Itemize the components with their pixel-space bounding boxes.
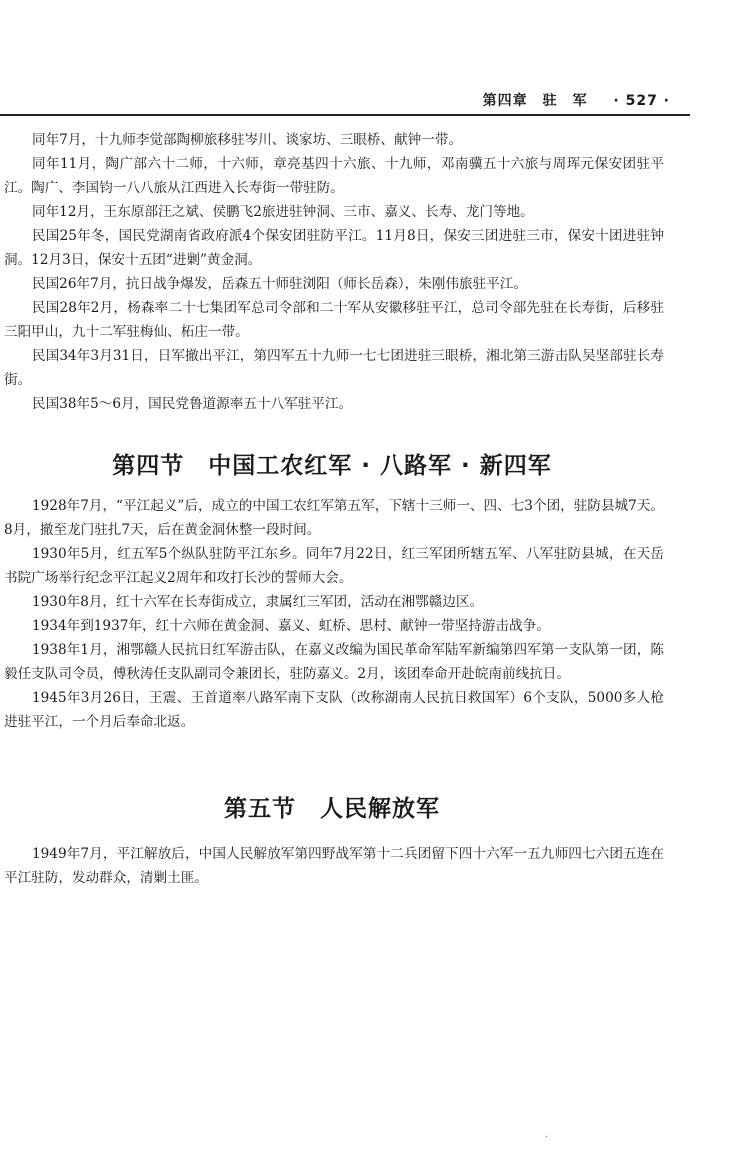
paragraph: 1930年5月，红五军5个纵队驻防平江东乡。同年7月22日，红三军团所辖五军、八军驻防县城，在天岳书院广场举行纪念平江起义2周年和攻打长沙的誓师大会。 (4, 546, 664, 586)
scan-speck: · (545, 1132, 549, 1143)
page-number: · 527 · (613, 93, 670, 109)
paragraph: 1928年7月，“平江起义”后，成立的中国工农红军第五军，下辖十三师一、四、七3个团，驻防县城7天。8月，撤至龙门驻扎7天，后在黄金洞休整一段时间。 (4, 498, 664, 538)
section-5 (0, 790, 750, 823)
paragraph: 民国38年5～6月，国民党鲁道源率五十八军驻平江。 (32, 396, 353, 412)
paragraph: 1938年1月，湘鄂赣人民抗日红军游击队，在嘉义改编为国民革命军陆军新编第四军第一支队第一团，陈毅任支队司令员，傅秋涛任支队副司令兼团长，驻防嘉义。2月，该团奉命开赴皖南前线抗日。 (4, 642, 664, 682)
running-header (0, 84, 750, 114)
section-4-title: 第四节 中国工农红军 · 八路军 · 新四军 (112, 453, 552, 479)
header-rule (0, 114, 690, 116)
paragraph: 民国28年2月，杨森率二十七集团军总司令部和二十军从安徽移驻平江，总司令部先驻在长寿街，后移驻三阳甲山，九十二军驻梅仙、柘庄一带。 (4, 300, 664, 340)
section-4 (0, 447, 750, 480)
section-5-title: 第五节 人民解放军 (224, 796, 440, 822)
header-text (483, 90, 670, 110)
intro-block (0, 128, 750, 416)
section-4-body (0, 494, 750, 734)
paragraph: 同年7月，十九师李觉部陶柳旅移驻岑川、谈家坊、三眼桥、献钟一带。 (32, 132, 463, 148)
paragraph: 1949年7月，平江解放后，中国人民解放军第四野战军第十二兵团留下四十六军一五九师四七六团五连在平江驻防，发动群众，清剿土匪。 (4, 846, 664, 886)
paragraph: 民国25年冬，国民党湖南省政府派4个保安团驻防平江。11月8日，保安三团进驻三市，保安十团进驻钟洞。12月3日，保安十五团“进剿”黄金洞。 (4, 228, 664, 268)
paragraph: 1930年8月，红十六军在长寿街成立，隶属红三军团，活动在湘鄂赣边区。 (32, 594, 484, 610)
paragraph: 同年12月，王东原部汪之斌、侯鹏飞2旅进驻钟洞、三市、嘉义、长寿、龙门等地。 (32, 204, 534, 220)
chapter-title: 第四章 驻 军 (482, 93, 588, 109)
paragraph: 1945年3月26日，王震、王首道率八路军南下支队（改称湖南人民抗日救国军）6个支队，5000多人枪进驻平江，一个月后奉命北返。 (4, 690, 664, 730)
paragraph: 同年11月，陶广部六十二师，十六师，章亮基四十六旅、十九师，邓南骥五十六旅与周珲元保安团驻平江。陶广、李国钧一八八旅从江西进入长寿街一带驻防。 (4, 156, 664, 196)
paragraph: 民国26年7月，抗日战争爆发，岳森五十师驻浏阳（师长岳森），朱刚伟旅驻平江。 (32, 276, 527, 292)
paragraph: 民国34年3月31日，日军撤出平江，第四军五十九师一七七团进驻三眼桥，湘北第三游击队吴坚部驻长寿街。 (4, 348, 664, 388)
section-5-body (0, 842, 750, 890)
paragraph: 1934年到1937年，红十六师在黄金洞、嘉义、虹桥、思村、献钟一带坚持游击战争。 (32, 618, 550, 634)
